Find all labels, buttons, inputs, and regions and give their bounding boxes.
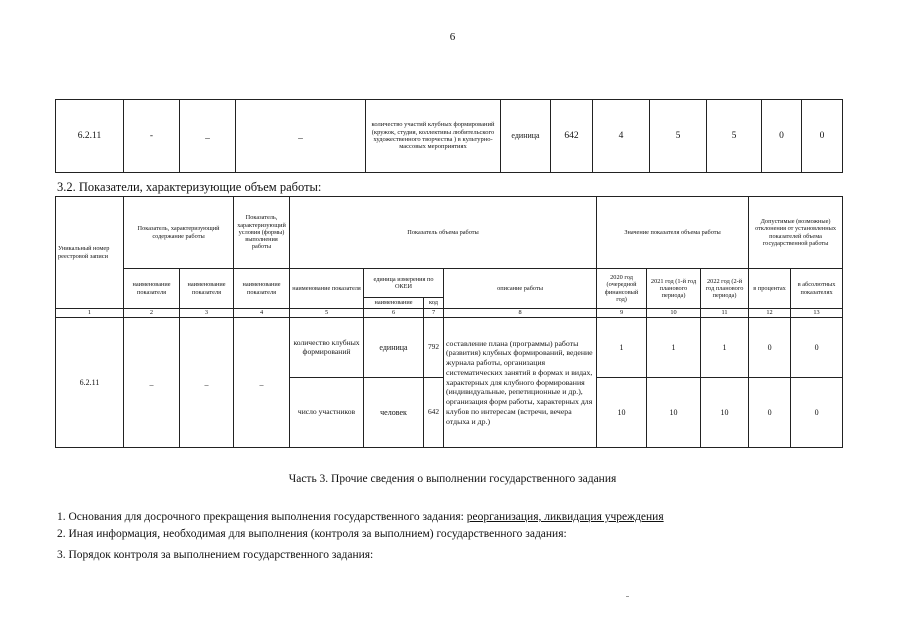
header-indicator-name: наименование показателя (180, 269, 234, 309)
unit-code: 642 (424, 378, 444, 448)
header-unit-name: наименование (364, 298, 424, 309)
unit-name: человек (364, 378, 424, 448)
header-in-absolute: в абсолютных показателях (791, 269, 843, 309)
column-number: 1 (56, 309, 124, 318)
registry-code: 6.2.11 (56, 318, 124, 448)
table-row (56, 100, 843, 173)
column-number: 13 (791, 309, 843, 318)
table-row (56, 318, 843, 378)
value-2020: 1 (597, 318, 647, 378)
deviation-abs: 0 (791, 378, 843, 448)
column-number: 10 (647, 309, 701, 318)
column-number: 11 (701, 309, 749, 318)
deviation-pct: 0 (749, 318, 791, 378)
header-unit-code: код (424, 298, 444, 309)
content-cell: _ (180, 318, 234, 448)
column-number: 2 (124, 309, 180, 318)
content-cell: _ (180, 100, 236, 173)
value-2020: 4 (593, 100, 650, 173)
header-deviation: Допустимые (возможные) отклонения от установленных показателей объема государственной работы (749, 197, 843, 269)
note-other-info: 2. Иная информация, необходимая для выполнения (контроля за выполнием) государственного задания: (57, 528, 567, 540)
header-year-2021: 2021 год (1-й год планового периода) (647, 269, 701, 309)
column-number: 5 (290, 309, 364, 318)
deviation-pct: 0 (762, 100, 802, 173)
header-row (56, 197, 843, 269)
value-2021: 1 (647, 318, 701, 378)
unit-code: 792 (424, 318, 444, 378)
deviation-abs: 0 (791, 318, 843, 378)
deviation-pct: 0 (749, 378, 791, 448)
column-number: 12 (749, 309, 791, 318)
top-indicator-table (55, 99, 843, 173)
value-2022: 5 (707, 100, 762, 173)
header-year-2020: 2020 год (очередной финансовый год) (597, 269, 647, 309)
header-content: Показатель, характеризующий содержание работы (124, 197, 234, 269)
content-cell: - (124, 100, 180, 173)
column-number: 9 (597, 309, 647, 318)
column-number: 6 (364, 309, 424, 318)
unit-code: 642 (551, 100, 593, 173)
note-control-procedure: 3. Порядок контроля за выполнением государственного задания: (57, 549, 374, 561)
volume-indicator-table (55, 196, 843, 448)
note-termination-label: 1. Основания для досрочного прекращения выполнения государственного задания: (57, 511, 467, 523)
deviation-abs: 0 (802, 100, 843, 173)
value-2021: 5 (650, 100, 707, 173)
note-termination-value: реорганизация, ликвидация учреждения (466, 511, 664, 523)
part3-title: Часть 3. Прочие сведения о выполнении государственного задания (288, 473, 617, 485)
scan-speck (626, 596, 629, 597)
header-unit-okei: единица измерения по ОКЕИ (364, 269, 444, 298)
header-in-percent: в процентах (749, 269, 791, 309)
work-description: составление плана (программы) работы (развития) клубных формирований, ведение журнала работы, организация систематических занятий в формах и видах, характерных для клубного формирования (индивидуальные, репетиционные и др.), организация форм работы, характерных для клубов по интересам (встречи, вечера отдыха и др.) (444, 318, 597, 448)
unit-name: единица (364, 318, 424, 378)
header-registry: Уникальный номер реестровой записи (56, 197, 124, 309)
condition-cell: _ (236, 100, 366, 173)
indicator-name: количество клубных формирований (290, 318, 364, 378)
header-row (56, 269, 843, 298)
column-number: 3 (180, 309, 234, 318)
header-conditions: Показатель, характеризующий условия (формы) выполнения работы (234, 197, 290, 269)
value-2022: 1 (701, 318, 749, 378)
column-number: 8 (444, 309, 597, 318)
page-number: 6 (449, 31, 456, 43)
indicator-name: число участников (290, 378, 364, 448)
header-indicator-name: наименование показателя (124, 269, 180, 309)
unit-name: единица (501, 100, 551, 173)
header-work-description: описание работы (444, 269, 597, 309)
value-2020: 10 (597, 378, 647, 448)
header-volume: Показатель объема работы (290, 197, 597, 269)
section-heading: 3.2. Показатели, характеризующие объем работы: (57, 180, 322, 194)
content-cell: _ (124, 318, 180, 448)
header-values: Значение показателя объема работы (597, 197, 749, 269)
column-number: 7 (424, 309, 444, 318)
note-termination (57, 511, 664, 523)
condition-cell: _ (234, 318, 290, 448)
header-indicator-name: наименование показателя (234, 269, 290, 309)
value-2022: 10 (701, 378, 749, 448)
column-number: 4 (234, 309, 290, 318)
header-indicator-name: наименование показателя (290, 269, 364, 309)
column-number-row (56, 309, 843, 318)
header-year-2022: 2022 год (2-й год планового периода) (701, 269, 749, 309)
indicator-name: количество участий клубных формирований (кружок, студия, коллективы любительского художественного творчества ) в культурно-массовых мероприятиях (366, 100, 501, 173)
value-2021: 10 (647, 378, 701, 448)
registry-code: 6.2.11 (56, 100, 124, 173)
